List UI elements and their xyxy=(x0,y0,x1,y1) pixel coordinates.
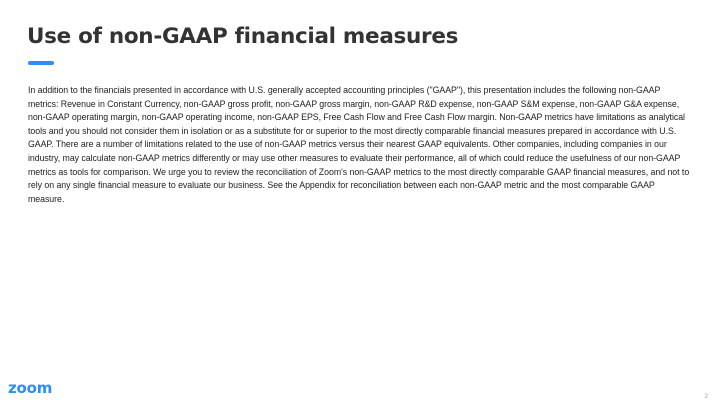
zoom-logo: zoom xyxy=(8,379,53,397)
disclaimer-paragraph: In addition to the financials presented in accordance with U.S. generally accepted accounting principles ("GAAP"), this presentation includes the following non-GAAP metrics: Revenue in Constant Currency, non-GAAP gross profit, non-GAAP gross margin, non-GAAP R&D expense, non-GAAP S&M expense, non-GAAP G&A expense, non-GAAP operating margin, non-GAAP operating income, non-GAAP EPS, Free Cash Flow and Free Cash Flow margin. Non-GAAP metrics have limitations as analytical tools and you should not consider them in isolation or as a substitute for or superior to the most directly comparable financial measures prepared in accordance with U.S. GAAP. There are a number of limitations related to the use of non-GAAP metrics versus their nearest GAAP equivalents. Other companies, including companies in our industry, may calculate non-GAAP metrics differently or may use other measures to evaluate their performance, all of which could reduce the usefulness of our non-GAAP metrics as tools for comparison. We urge you to review the reconciliation of Zoom's non-GAAP metrics to the most directly comparable GAAP financial measures, and not to rely on any single financial measure to evaluate our business. See the Appendix for reconciliation between each non-GAAP metric and the most comparable GAAP measure. xyxy=(28,85,690,204)
slide-title: Use of non-GAAP financial measures xyxy=(27,24,459,49)
page-number: 2 xyxy=(704,394,708,400)
title-accent-bar xyxy=(28,61,54,65)
